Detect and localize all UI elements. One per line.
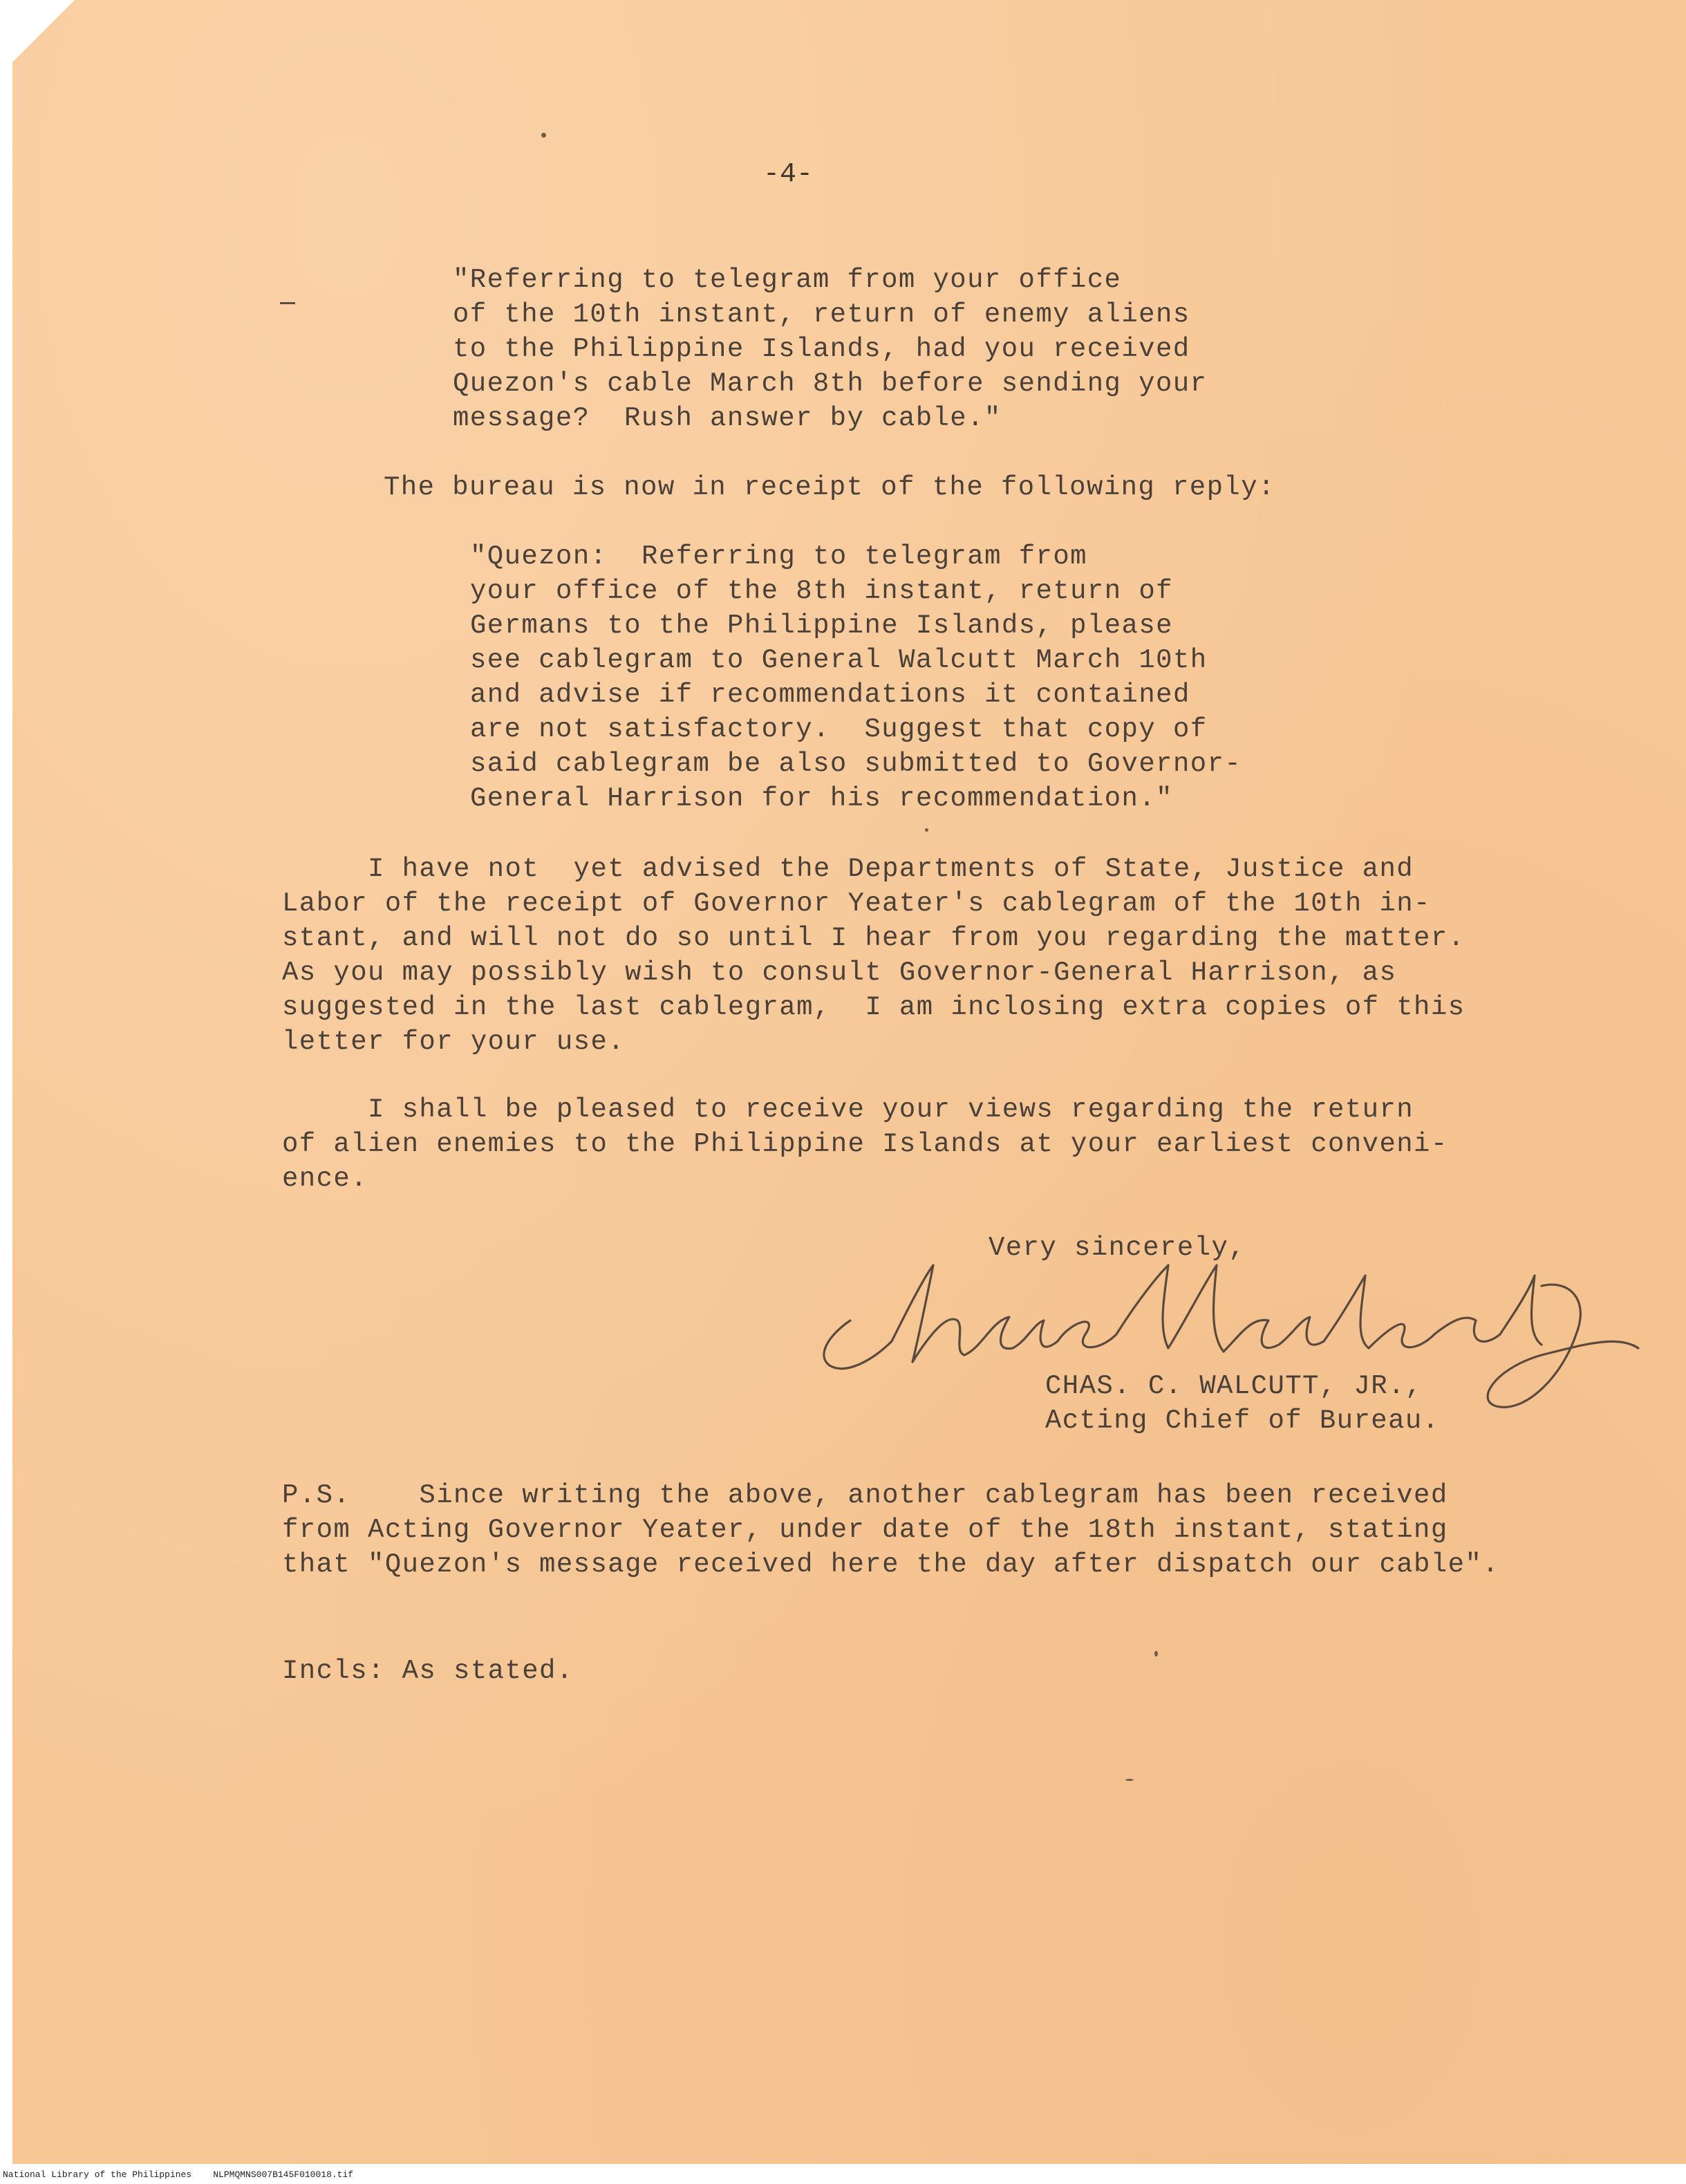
quote1-line: of the 10th instant, return of enemy aliens (453, 299, 1190, 330)
quote1-line: to the Philippine Islands, had you received (453, 334, 1190, 364)
quote1-line: Quezon's cable March 8th before sending your (453, 368, 1208, 399)
signer-block (1045, 1369, 1440, 1438)
reply-intro (384, 470, 1275, 505)
paragraph1-line: Labor of the receipt of Governor Yeater's cablegram of the 10th in- (282, 888, 1431, 919)
paragraph2-line: I shall be pleased to receive your views regarding the return (282, 1094, 1414, 1125)
folded-corner (12, 0, 75, 62)
postscript-line: that "Quezon's message received here the day after dispatch our cable". (282, 1549, 1500, 1580)
postscript-line: P.S. Since writing the above, another cablegram has been received (282, 1480, 1448, 1511)
paragraph1-line: As you may possibly wish to consult Governor-General Harrison, as (282, 958, 1397, 988)
quote1-line: message? Rush answer by cable." (453, 403, 1002, 433)
closing-line: Very sincerely, (989, 1233, 1246, 1263)
postscript-line: from Acting Governor Yeater, under date of the 18th instant, stating (282, 1515, 1448, 1545)
paragraph2-line: ence. (282, 1164, 368, 1194)
quote1-line: "Referring to telegram from your office (453, 265, 1122, 295)
body-paragraph-1 (282, 852, 1465, 1059)
paragraph1-line: I have not yet advised the Departments of State, Justice and (282, 854, 1414, 884)
quote-telegram-2 (470, 539, 1242, 816)
quote2-line: your office of the 8th instant, return of (470, 576, 1173, 606)
signer-title: Acting Chief of Bureau. (1045, 1406, 1440, 1436)
quote-telegram-1 (453, 263, 1207, 436)
paper-speck (1154, 1651, 1158, 1656)
quote2-line: "Quezon: Referring to telegram from (470, 541, 1087, 572)
postscript (282, 1478, 1499, 1582)
quote2-line: Germans to the Philippine Islands, please (470, 610, 1173, 641)
margin-dash-mark (280, 302, 295, 304)
paragraph1-line: stant, and will not do so until I hear from you regarding the matter. (282, 923, 1465, 953)
paper-speck (925, 828, 928, 832)
body-paragraph-2 (282, 1092, 1448, 1196)
paper-speck (541, 133, 546, 138)
paragraph2-line: of alien enemies to the Philippine Islands at your earliest conveni- (282, 1129, 1448, 1159)
quote2-line: and advise if recommendations it contained (470, 680, 1190, 710)
paper-speck (1125, 1779, 1134, 1781)
page-number: -4- (763, 159, 814, 190)
quote2-line: are not satisfactory. Suggest that copy of (470, 714, 1208, 745)
quote2-line: General Harrison for his recommendation." (470, 783, 1173, 814)
quote2-line: see cablegram to General Walcutt March 10th (470, 645, 1208, 675)
quote2-line: said cablegram be also submitted to Governor- (470, 749, 1242, 779)
archive-footer: National Library of the Philippines NLPMQMNS007B145F010018.tif (3, 2169, 354, 2180)
paragraph1-line: suggested in the last cablegram, I am inclosing extra copies of this (282, 992, 1465, 1023)
enclosures-note (282, 1654, 574, 1688)
reply-intro-line: The bureau is now in receipt of the following reply: (384, 472, 1275, 503)
paragraph1-line: letter for your use. (282, 1027, 626, 1057)
enclosures-line: Incls: As stated. (282, 1656, 574, 1686)
signer-name: CHAS. C. WALCUTT, JR., (1045, 1371, 1423, 1401)
